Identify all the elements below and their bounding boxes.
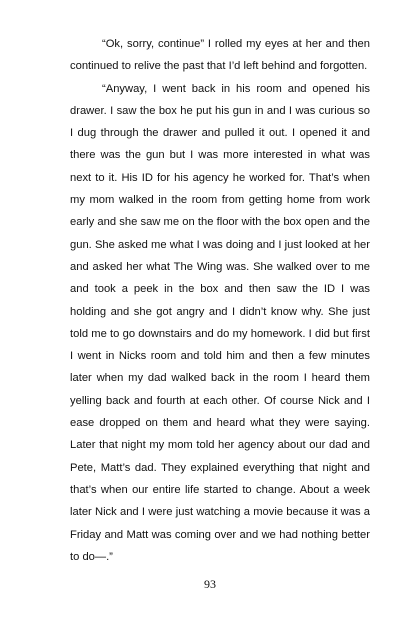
body-text (70, 33, 370, 568)
paragraph-1: “Ok, sorry, continue” I rolled my eyes at her and then continued to relive the past that I’d left behind and forgotten. (70, 38, 370, 73)
page-number: 93 (204, 577, 216, 591)
paragraph-2: “Anyway, I went back in his room and opened his drawer. I saw the box he put his gun in and I was curious so I dug through the drawer and pulled it out. I opened it and there was the gun but I was more interested in what was next to it. His ID for his agency he worked for. That’s when my mom walked in the room from getting home from work early and she saw me on the floor with the box open and the gun. She asked me what I was doing and I just looked at her and asked her what The Wing was. She walked over to me and took a peek in the box and then saw the ID I was holding and she got angry and I didn’t know why. She just told me to go downstairs and do my homework. I did but first I went in Nicks room and told him and then a few minutes later when my dad walked back in the room I heard them yelling back and fourth at each other. Of course Nick and I ease dropped on them and heard what they were saying. Later that night my mom told her agency about our dad and Pete, Matt’s dad. They explained everything that night and that’s when our entire life started to change. About a week later Nick and I were just watching a movie because it was a Friday and Matt was coming over and we had nothing better to do—.” (70, 82, 370, 563)
